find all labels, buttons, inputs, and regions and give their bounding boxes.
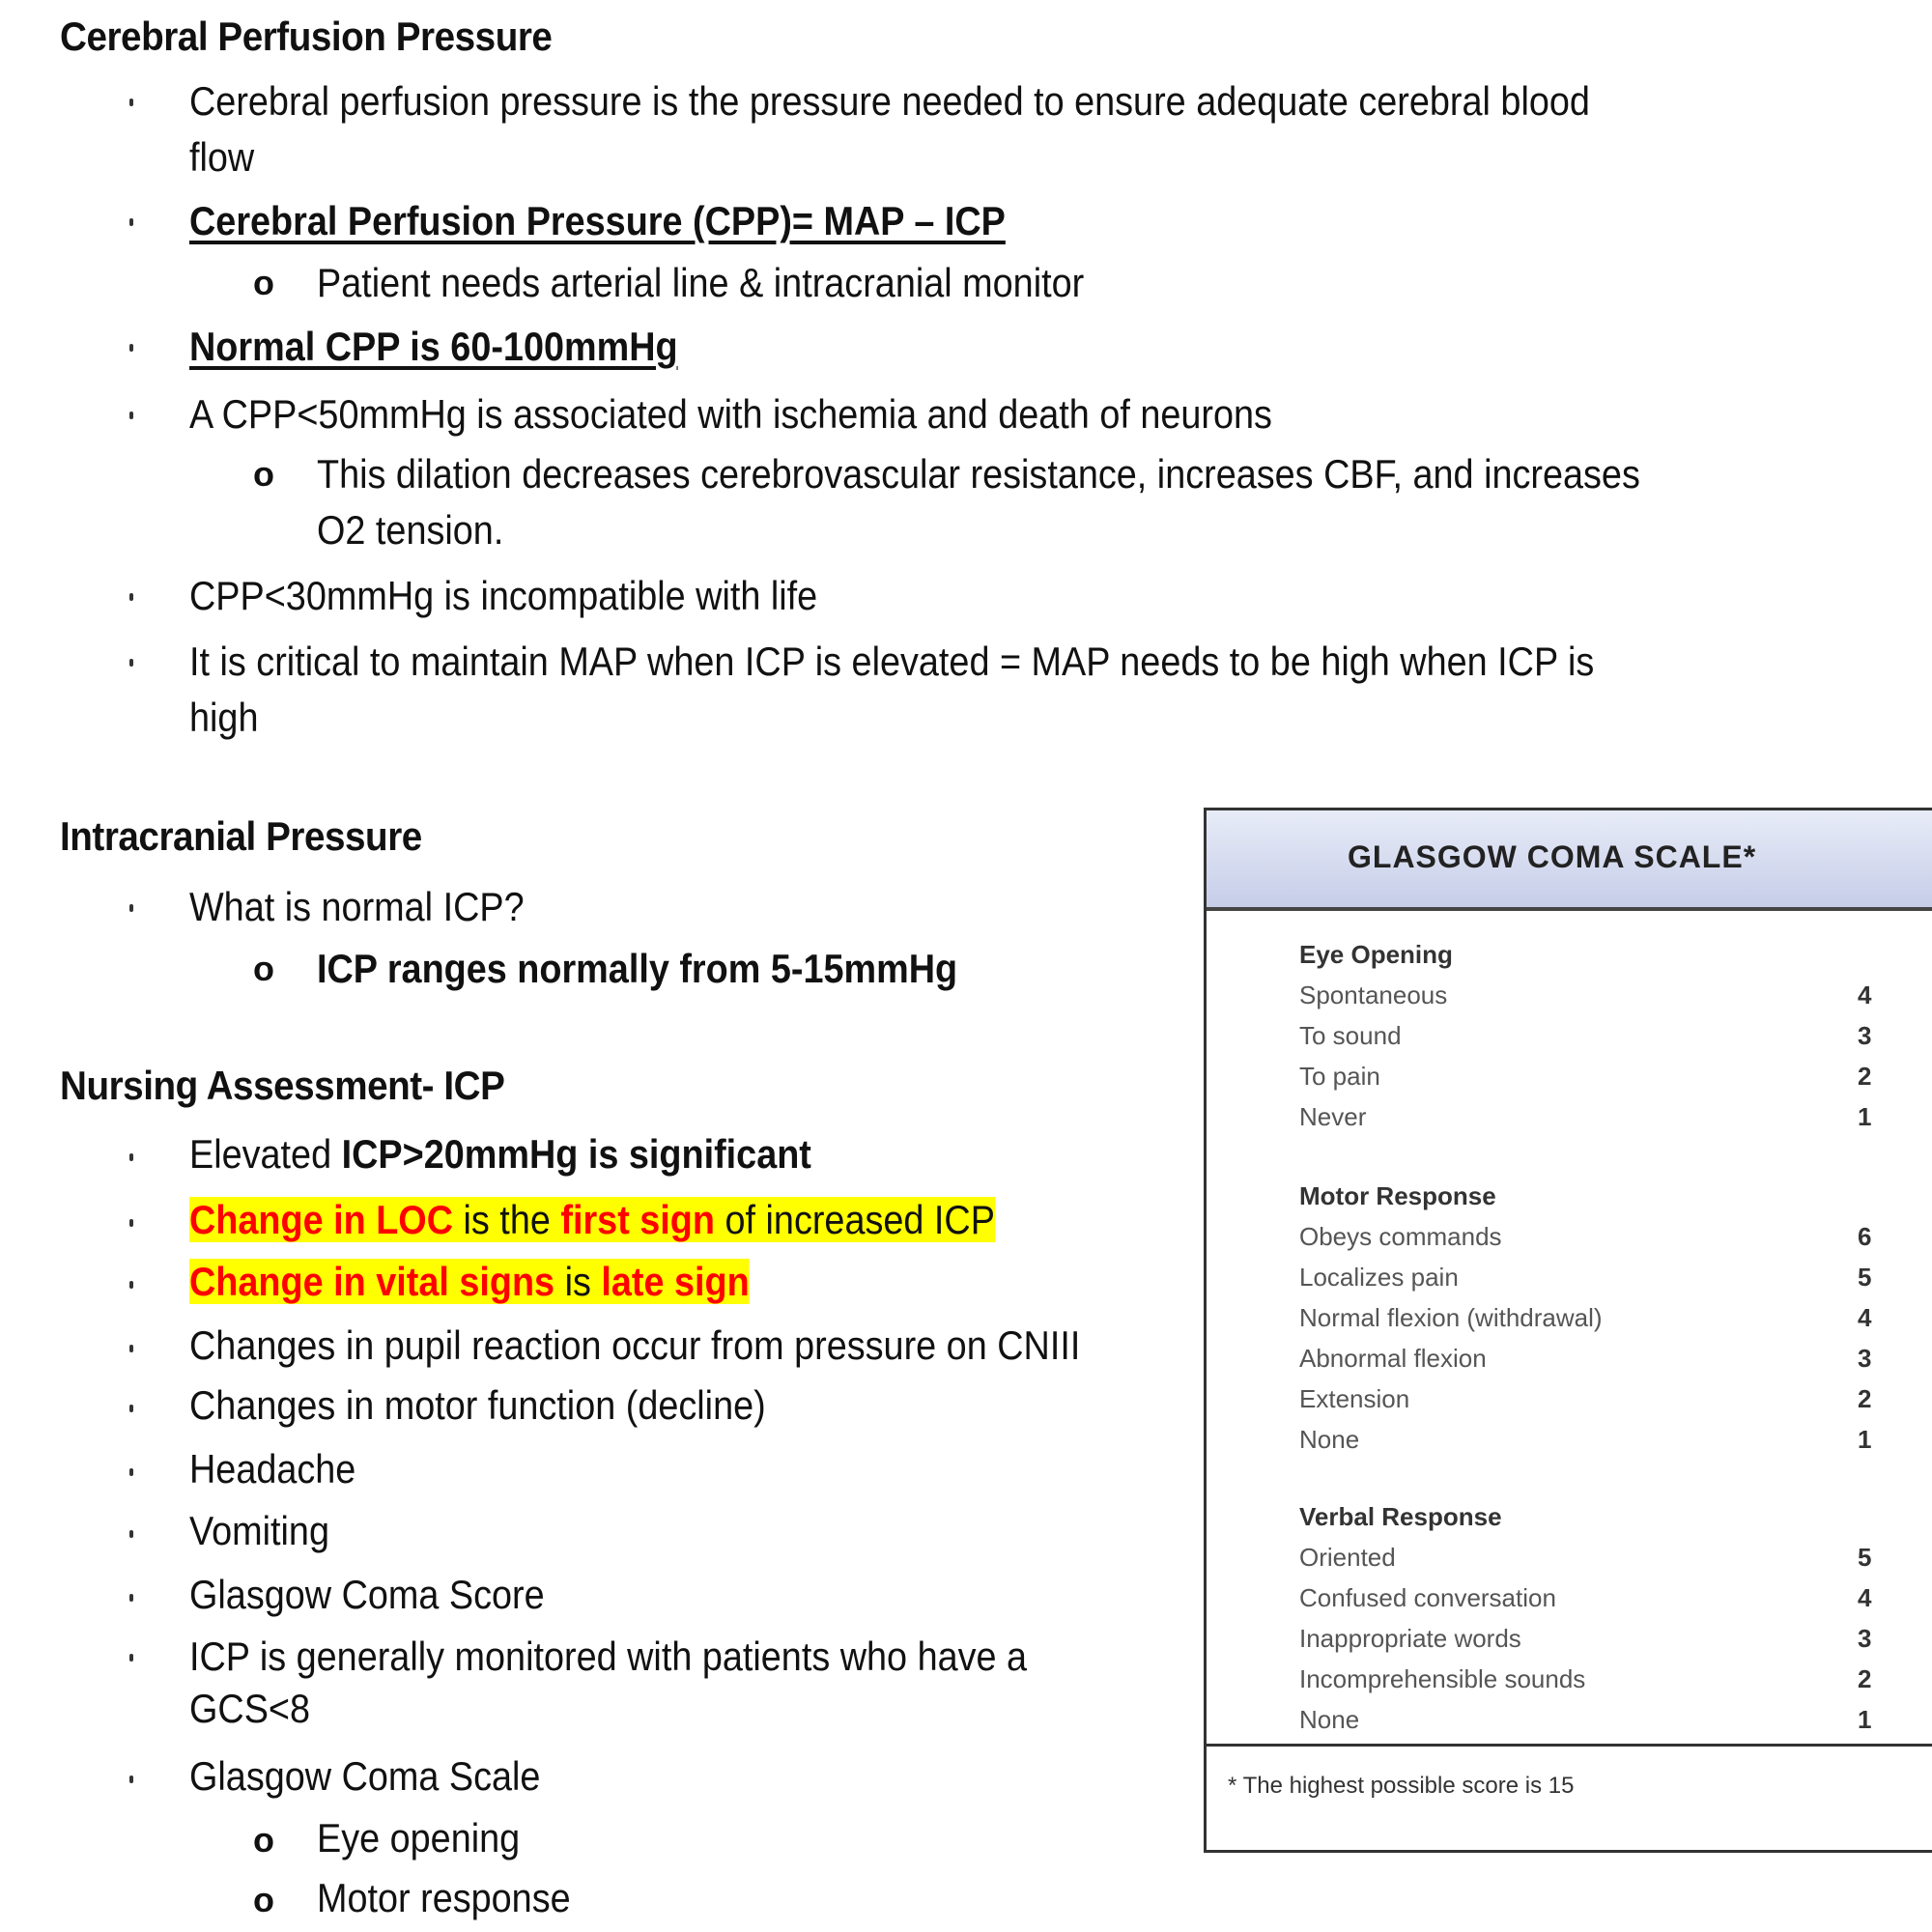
gcs-motor-title: Motor Response [1299,1181,1496,1210]
gcs-motor-score: 1 [1858,1425,1872,1454]
gcs-motor-item: None [1299,1425,1360,1454]
icp-normal-range: ICP ranges normally from 5-15mmHg [317,946,958,991]
gcs-eye-item: Spontaneous [1299,980,1448,1009]
gcs-verbal-item: Oriented [1299,1543,1396,1572]
circle-bullet-icon: o [253,1820,274,1860]
gcs-header [1207,810,1932,911]
gcs-eye-title: Eye Opening [1299,940,1453,969]
bullet-icon [128,218,137,228]
gcs-motor-item: Extension [1299,1384,1410,1413]
cpp-formula-sub: Patient needs arterial line & intracranial monitor [317,260,1085,305]
bullet-icon [128,904,137,914]
bullet-icon [128,1345,137,1354]
gcs-verbal-item: Confused conversation [1299,1583,1556,1612]
gcs-motor-item: Localizes pain [1299,1263,1459,1292]
highlight-change-in-vitals: Change in vital signs [189,1259,555,1304]
bullet-icon [128,1776,137,1785]
nursing-bullet-9: ICP is generally monitored with patients who have a [189,1634,1028,1679]
bullet-icon [128,344,137,354]
nursing-bullet-2 [189,1192,995,1248]
nursing-bullet-10-sub-2: Motor response [317,1875,571,1920]
bullet-icon [128,1468,137,1478]
nursing-bullet-10: Glasgow Coma Scale [189,1753,541,1799]
nursing-bullet-1 [189,1126,811,1182]
gcs-eye-item: Never [1299,1102,1367,1131]
gcs-title: GLASGOW COMA SCALE* [1348,839,1757,874]
gcs-verbal-score: 5 [1858,1543,1872,1572]
bullet-icon [128,659,137,668]
gcs-verbal-score: 3 [1858,1624,1872,1653]
gcs-verbal-score: 2 [1858,1664,1872,1693]
gcs-motor-score: 5 [1858,1263,1872,1292]
gcs-eye-score: 3 [1858,1021,1872,1050]
icp-bullet-1: What is normal ICP? [189,884,525,929]
cpp-bullet-4-sub: This dilation decreases cerebrovascular resistance, increases CBF, and increases [317,451,1640,497]
bullet-icon [128,1405,137,1414]
gcs-verbal-title: Verbal Response [1299,1502,1502,1531]
gcs-footer-divider [1207,1744,1932,1747]
nursing-bullet-4: Changes in pupil reaction occur from pressure on CNIII [189,1322,1081,1368]
nursing-bullet-2-d: of increased ICP [714,1197,995,1242]
bullet-icon [128,412,137,421]
highlight-change-in-loc: Change in LOC [189,1197,454,1242]
gcs-verbal-score: 1 [1858,1705,1872,1734]
cpp-bullet-4: A CPP<50mmHg is associated with ischemia and death of neurons [189,391,1272,437]
cpp-normal-range: Normal CPP is 60-100mmHg [189,324,678,369]
cpp-bullet-5: CPP<30mmHg is incompatible with life [189,573,818,618]
cpp-bullet-1-cont: flow [189,134,255,180]
bullet-icon [128,1530,137,1540]
bullet-icon [128,1594,137,1604]
gcs-verbal-item: Inappropriate words [1299,1624,1521,1653]
cpp-formula: Cerebral Perfusion Pressure (CPP)= MAP – ICP [189,198,1006,243]
gcs-verbal-score: 4 [1858,1583,1872,1612]
gcs-verbal-item: Incomprehensible sounds [1299,1664,1586,1693]
nursing-bullet-9-cont: GCS<8 [189,1686,311,1731]
cpp-bullet-6: It is critical to maintain MAP when ICP is elevated = MAP needs to be high when ICP is [189,639,1595,684]
bullet-icon [128,1654,137,1663]
gcs-motor-score: 2 [1858,1384,1872,1413]
circle-bullet-icon: o [253,1880,274,1919]
gcs-table [1204,808,1932,1853]
bullet-icon [128,1281,137,1291]
section-heading-nursing: Nursing Assessment- ICP [60,1063,505,1108]
nursing-bullet-1-a: Elevated [189,1131,342,1177]
bullet-icon [128,593,137,603]
gcs-motor-score: 4 [1858,1303,1872,1332]
circle-bullet-icon: o [253,263,274,302]
circle-bullet-icon: o [253,949,274,988]
section-heading-cpp: Cerebral Perfusion Pressure [60,14,553,59]
gcs-verbal-item: None [1299,1705,1360,1734]
bullet-icon [128,1219,137,1229]
cpp-bullet-1: Cerebral perfusion pressure is the pressure needed to ensure adequate cerebral blood [189,78,1590,124]
gcs-motor-item: Abnormal flexion [1299,1344,1487,1373]
nursing-bullet-1-b: ICP>20mmHg is significant [341,1131,811,1177]
nursing-bullet-3-b: is [554,1259,602,1304]
bullet-icon [128,99,137,108]
circle-bullet-icon: o [253,454,274,494]
nursing-bullet-5: Changes in motor function (decline) [189,1382,766,1428]
cpp-bullet-4-sub-cont: O2 tension. [317,507,504,553]
nursing-bullet-6: Headache [189,1446,356,1492]
gcs-footnote: * The highest possible score is 15 [1228,1773,1575,1799]
nursing-bullet-3 [189,1254,750,1310]
nursing-bullet-8: Glasgow Coma Score [189,1572,545,1617]
gcs-motor-item: Obeys commands [1299,1222,1502,1251]
gcs-eye-score: 1 [1858,1102,1872,1131]
section-heading-icp: Intracranial Pressure [60,813,422,859]
nursing-bullet-10-sub-1: Eye opening [317,1815,521,1861]
highlight-first-sign: first sign [560,1197,715,1242]
gcs-motor-item: Normal flexion (withdrawal) [1299,1303,1603,1332]
nursing-bullet-2-b: is the [453,1197,561,1242]
nursing-bullet-7: Vomiting [189,1508,329,1553]
gcs-eye-item: To sound [1299,1021,1402,1050]
gcs-motor-score: 3 [1858,1344,1872,1373]
bullet-icon [128,1153,137,1163]
gcs-eye-item: To pain [1299,1062,1380,1091]
highlight-late-sign: late sign [601,1259,750,1304]
cpp-bullet-6-cont: high [189,695,259,740]
gcs-motor-score: 6 [1858,1222,1872,1251]
gcs-eye-score: 2 [1858,1062,1872,1091]
gcs-eye-score: 4 [1858,980,1872,1009]
